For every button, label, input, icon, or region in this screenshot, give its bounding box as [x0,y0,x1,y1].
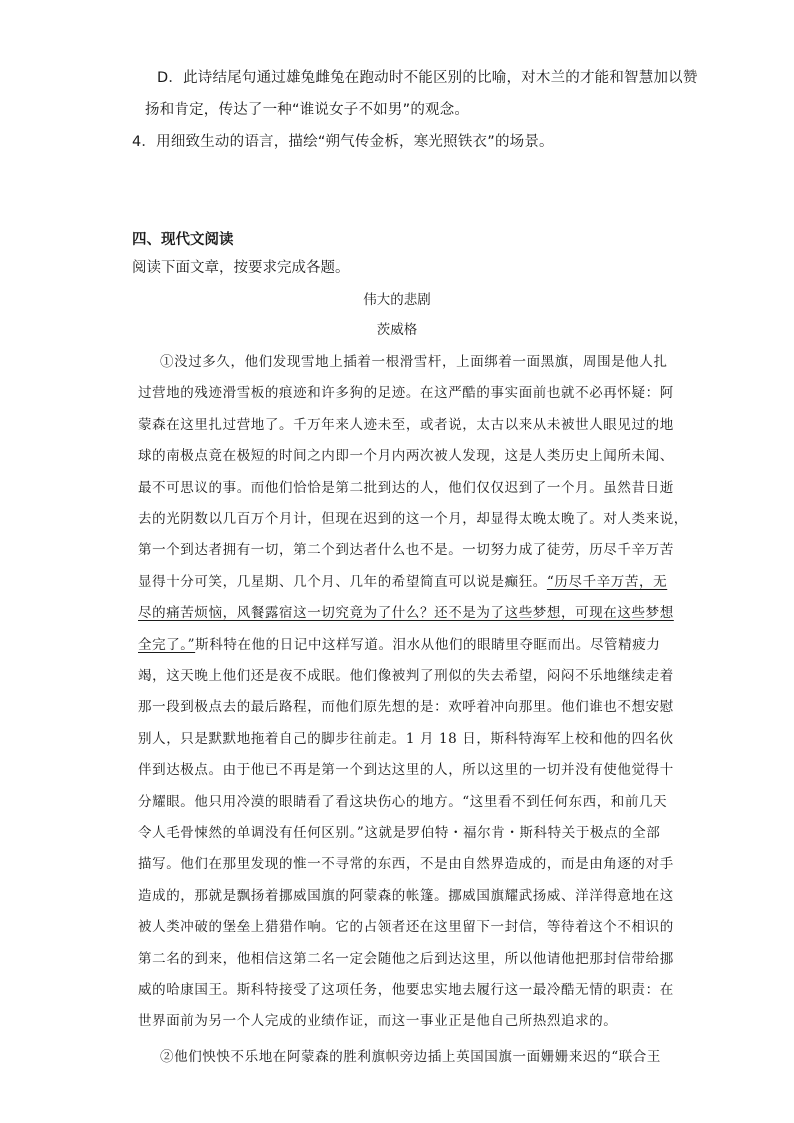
article-line-text: ①没过多久，他们发现雪地上插着一根滑雪杆，上面绑着一面黑旗，周围是他人扎 [160,354,668,370]
article-line-text: 全完了。” [138,636,196,653]
section-instruction: 阅读下面文章，按要求完成各题。 [132,260,350,276]
article-line [138,570,667,590]
article-line-text: 威的哈康国王。斯科特接受了这项任务，他要忠实地去履行这一最冷酷无情的职责：在 [138,982,674,998]
article-line [138,758,674,778]
article-line [138,852,674,872]
article-line [138,727,674,747]
article-line [138,884,674,904]
article-line-text: 被人类冲破的堡垒上猎猎作响。它的占领者还在这里留下一封信，等待着这个不相识的 [138,919,674,936]
article-line-text: 伴到达极点。由于他已不再是第一个到达这里的人，所以这里的一切并没有使他觉得十 [138,762,674,779]
article-line-text: 世界面前为另一个人完成的业绩作证，而这一事业正是他自己所热烈追求的。 [138,1013,618,1030]
article-line-text: 过营地的残迹滑雪板的痕迹和许多狗的足迹。在这严酷的事实面前也就不必再怀疑：阿 [138,385,674,402]
article-line-text: 显得十分可笑，几星期、几个月、几年的希望简直可以说是癫狂。 [138,573,547,590]
option-d-line-1: D．此诗结尾句通过雄兔雌兔在跑动时不能区别的比喻，对木兰的才能和智慧加以赞 [157,70,698,86]
article-line-text: ②他们怏怏不乐地在阿蒙森的胜利旗帜旁边插上英国国旗一面姗姗来迟的“联合王 [160,1048,662,1065]
article-line [138,538,674,558]
question-4: 4．用细致生动的语言，描绘“朔气传金柝，寒光照铁衣”的场景。 [132,134,554,150]
article-line [138,790,667,810]
article-line-text: 蒙森在这里扎过营地了。千万年来人迹未至，或者说，太古以来从未被世人眼见过的地 [138,416,674,433]
article-author: 茨威格 [376,322,418,338]
article-line [138,381,674,401]
article-line [138,978,674,998]
article-line [160,350,668,370]
article-line-text: 第一个到达者拥有一切，第二个到达者什么也不是。一切努力成了徒劳，历尽千辛万苦 [138,542,674,559]
article-line-text: 令人毛骨悚然的单调没有任何区别。”这就是罗伯特・福尔肯・斯科特关于极点的全部 [138,825,661,841]
article-title: 伟大的悲剧 [363,292,431,308]
article-line [160,1045,661,1065]
section-heading: 四、现代文阅读 [132,232,234,248]
article-line-text: 最不可思议的事。而他们恰恰是第二批到达的人，他们仅仅迟到了一个月。虽然昔日逝 [138,479,674,496]
article-line-tail: “历尽千辛万苦，无 [546,573,668,590]
article-line [138,915,674,935]
article-line [138,1009,617,1029]
article-line [138,444,674,464]
option-d-line-2: 扬和肯定，传达了一种“谁说女子不如男”的观念。 [145,102,470,118]
article-line [138,507,688,527]
article-line-text: 那一段到极点去的最后路程，而他们原先想的是：欢呼着冲向那里。他们谁也不想安慰 [138,699,674,716]
article-line-text: 去的光阴数以几百万个月计，但现在迟到的这一个月，却显得太晚太晚了。对人类来说， [138,511,688,527]
article-line-text: 别人，只是默默地拖着自己的脚步往前走。1 月 18 日，斯科特海军上校和他的四名伙 [138,730,674,747]
article-line-text: 分耀眼。他只用冷漠的眼睛看了看这块伤心的地方。“这里看不到任何东西，和前几天 [138,793,668,810]
article-line [138,601,674,621]
article-line [138,821,660,841]
article-line [138,413,674,433]
article-line-text: 造成的，那就是飘扬着挪威国旗的阿蒙森的帐篷。挪威国旗耀武扬威、洋洋得意地在这 [138,887,674,904]
article-line [138,633,660,653]
article-line [138,476,674,496]
article-line [138,947,674,967]
article-line [138,695,674,715]
article-line [138,664,674,684]
article-line-tail: 斯科特在他的日记中这样写道。泪水从他们的眼睛里夺眶而出。尽管精疲力 [195,636,661,653]
article-line-text: 第二名的到来，他相信这第二名一定会随他之后到达这里，所以他请他把那封信带给挪 [138,950,674,967]
article-line-text: 描写。他们在那里发现的惟一不寻常的东西，不是由自然界造成的，而是由角逐的对手 [138,856,674,873]
article-line-text: 球的南极点竟在极短的时间之内即一个月内两次被人发现，这是人类历史上闻所未闻、 [138,448,674,465]
article-line-text: 竭，这天晚上他们还是夜不成眠。他们像被判了刑似的失去希望，闷闷不乐地继续走着 [138,668,674,684]
article-line-text: 尽的痛苦烦恼，风餐露宿这一切究竟为了什么？还不是为了这些梦想，可现在这些梦想 [138,605,674,622]
